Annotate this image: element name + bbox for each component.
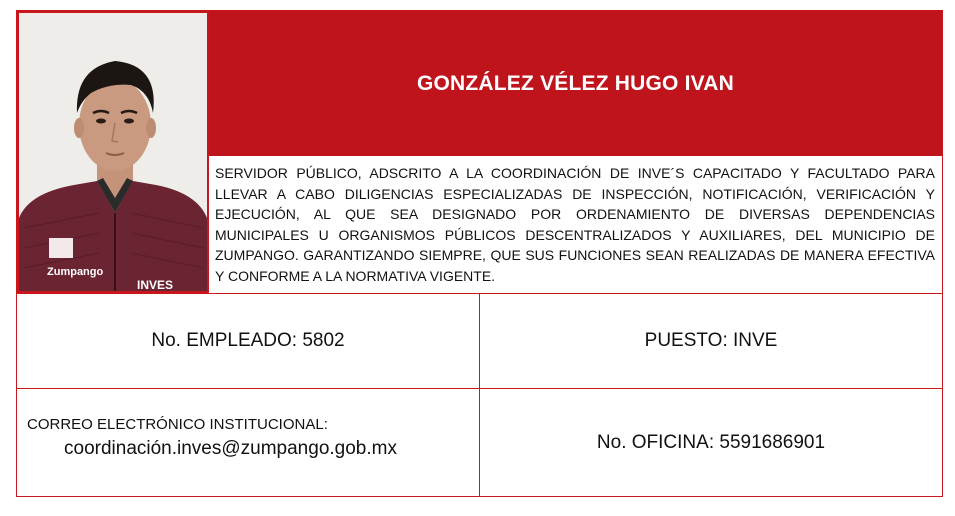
email-address: coordinación.inves@zumpango.gob.mx [64, 438, 397, 459]
email-label: CORREO ELECTRÓNICO INSTITUCIONAL: [27, 416, 328, 433]
office-phone: No. OFICINA: 5591686901 [596, 431, 826, 453]
name-banner [209, 11, 942, 156]
role-description: SERVIDOR PÚBLICO, ADSCRITO A LA COORDINACIÓN DE INVE´S CAPACITADO Y FACULTADO PARA LLEVAR A CABO DILIGENCIAS ESPECIALIZADAS DE INSPECCIÓN, NOTIFICACIÓN, VERIFICACIÓN Y EJECUCIÓN, AL QUE SEA DESIGNADO POR ORDENAMIENTO DE DIVERSAS DEPENDENCIAS MUNICIPALES U ORGANISMOS PÚBLICOS DESCENTRALIZADOS Y AUXILIARES, DEL MUNICIPIO DE ZUMPANGO. GARANTIZANDO SIEMPRE, QUE SUS FUNCIONES SEAN REALIZADAS DE MANERA EFECTIVA Y CONFORME A LA NORMATIVA VIGENTE. [215, 165, 935, 284]
employee-number: No. EMPLEADO: 5802 [151, 330, 345, 351]
employee-name: GONZÁLEZ VÉLEZ HUGO IVAN [416, 71, 735, 95]
vest-badge-text: INVES [137, 278, 174, 291]
employee-photo [17, 11, 209, 293]
position-field: PUESTO: INVE [644, 330, 778, 351]
id-card [16, 10, 943, 497]
vest-logo-text: Zumpango [47, 266, 104, 278]
